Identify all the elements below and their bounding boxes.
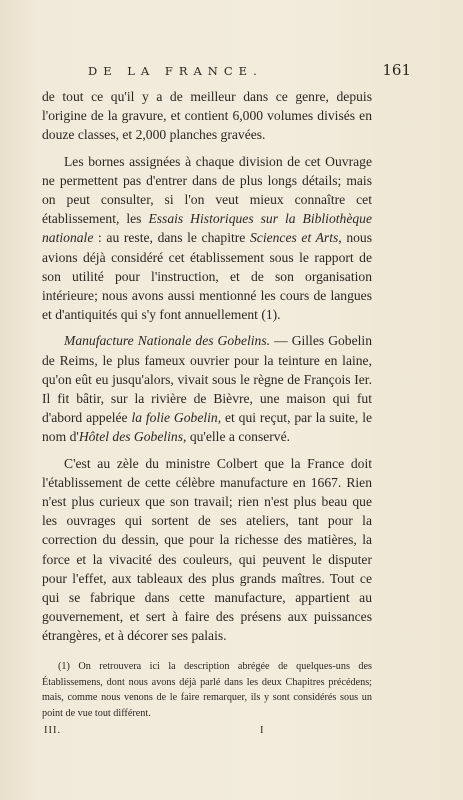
text-run: C'est au zèle du ministre Colbert que la France doit l'établissement de cette célèbre manufacture en 1667. Rien n'est plus curieux que son travail; rien n'est plus beau que les ouvrages qui sortent de ses ateliers, tant pour la correction du dessin, que pour la richesse des matières, la force et la vivacité des couleurs, qui peuvent le disputer pour l'effet, aux tableaux des plus grands maîtres. Tout ce qui se fabrique dans cette manufacture, appartient au gouvernement, et sert à faire des présens aux puissances étrangères, et à décorer ses palais. [42,455,372,644]
text-run: , et qui reçut, par la suite, le nom d' [42,410,373,445]
paragraph [42,87,372,145]
italic-text: Essais Historiques sur la Bibliothèque nationale [42,211,372,246]
paragraph [42,331,372,446]
paragraph [42,454,372,646]
italic-text: Sciences et Arts [249,230,339,246]
text-run: de tout ce qu'il y a de meilleur dans ce genre, depuis l'origine de la gravure, et contient 6,000 volumes divisés en douze classes, et 2,000 planches gravées. [42,89,372,143]
italic-text: la folie Gobelin [131,410,218,426]
text-run: , nous avions déjà considéré cet établissement sous le rapport de son utilité pour l'instruction, et de son organisation intérieure; nous avons aussi mentionné les cours de langues et d'antiquités qui s'y font annuellement (1). [42,230,372,323]
text-run: , qu'elle a conservé. [183,429,291,445]
text-run: : au reste, dans le chapitre [93,230,250,246]
paragraph [42,152,372,325]
running-title: DE LA FRANCE. [88,64,263,78]
text-run: — Gilles Gobelin de Reims, le plus fameux ouvrier pour la teinture en laine, qu'on eût eu jusqu'alors, vivait sous le règne de François Ier. Il fit bâtir, sur la rivière de Bièvre, une maison qui fut d'abord appelée [42,333,372,426]
signature-mark-right: I [260,725,264,736]
italic-text: Manufacture Nationale des Gobelins. [64,333,271,349]
page-number: 161 [382,61,411,79]
main-text [42,87,372,653]
footnote: (1) On retrouvera ici la description abrégée de quelques-uns des Établissemens, dont nous avons déjà parlé dans les deux Chapitres précédens; mais, comme nous venons de le faire remarquer, ils y sont considérés sous un point de vue tout différent. [42,661,372,719]
signature-mark-left: III. [44,725,62,736]
italic-text: Hôtel des Gobelins [78,429,184,445]
text-run: Les bornes assignées à chaque division de cet Ouvrage ne permettent pas d'entrer dans de plus longs détails; mais on peut consulter, si l'on veut mieux connaître cet établissement, les [42,153,372,227]
running-header [88,61,411,79]
